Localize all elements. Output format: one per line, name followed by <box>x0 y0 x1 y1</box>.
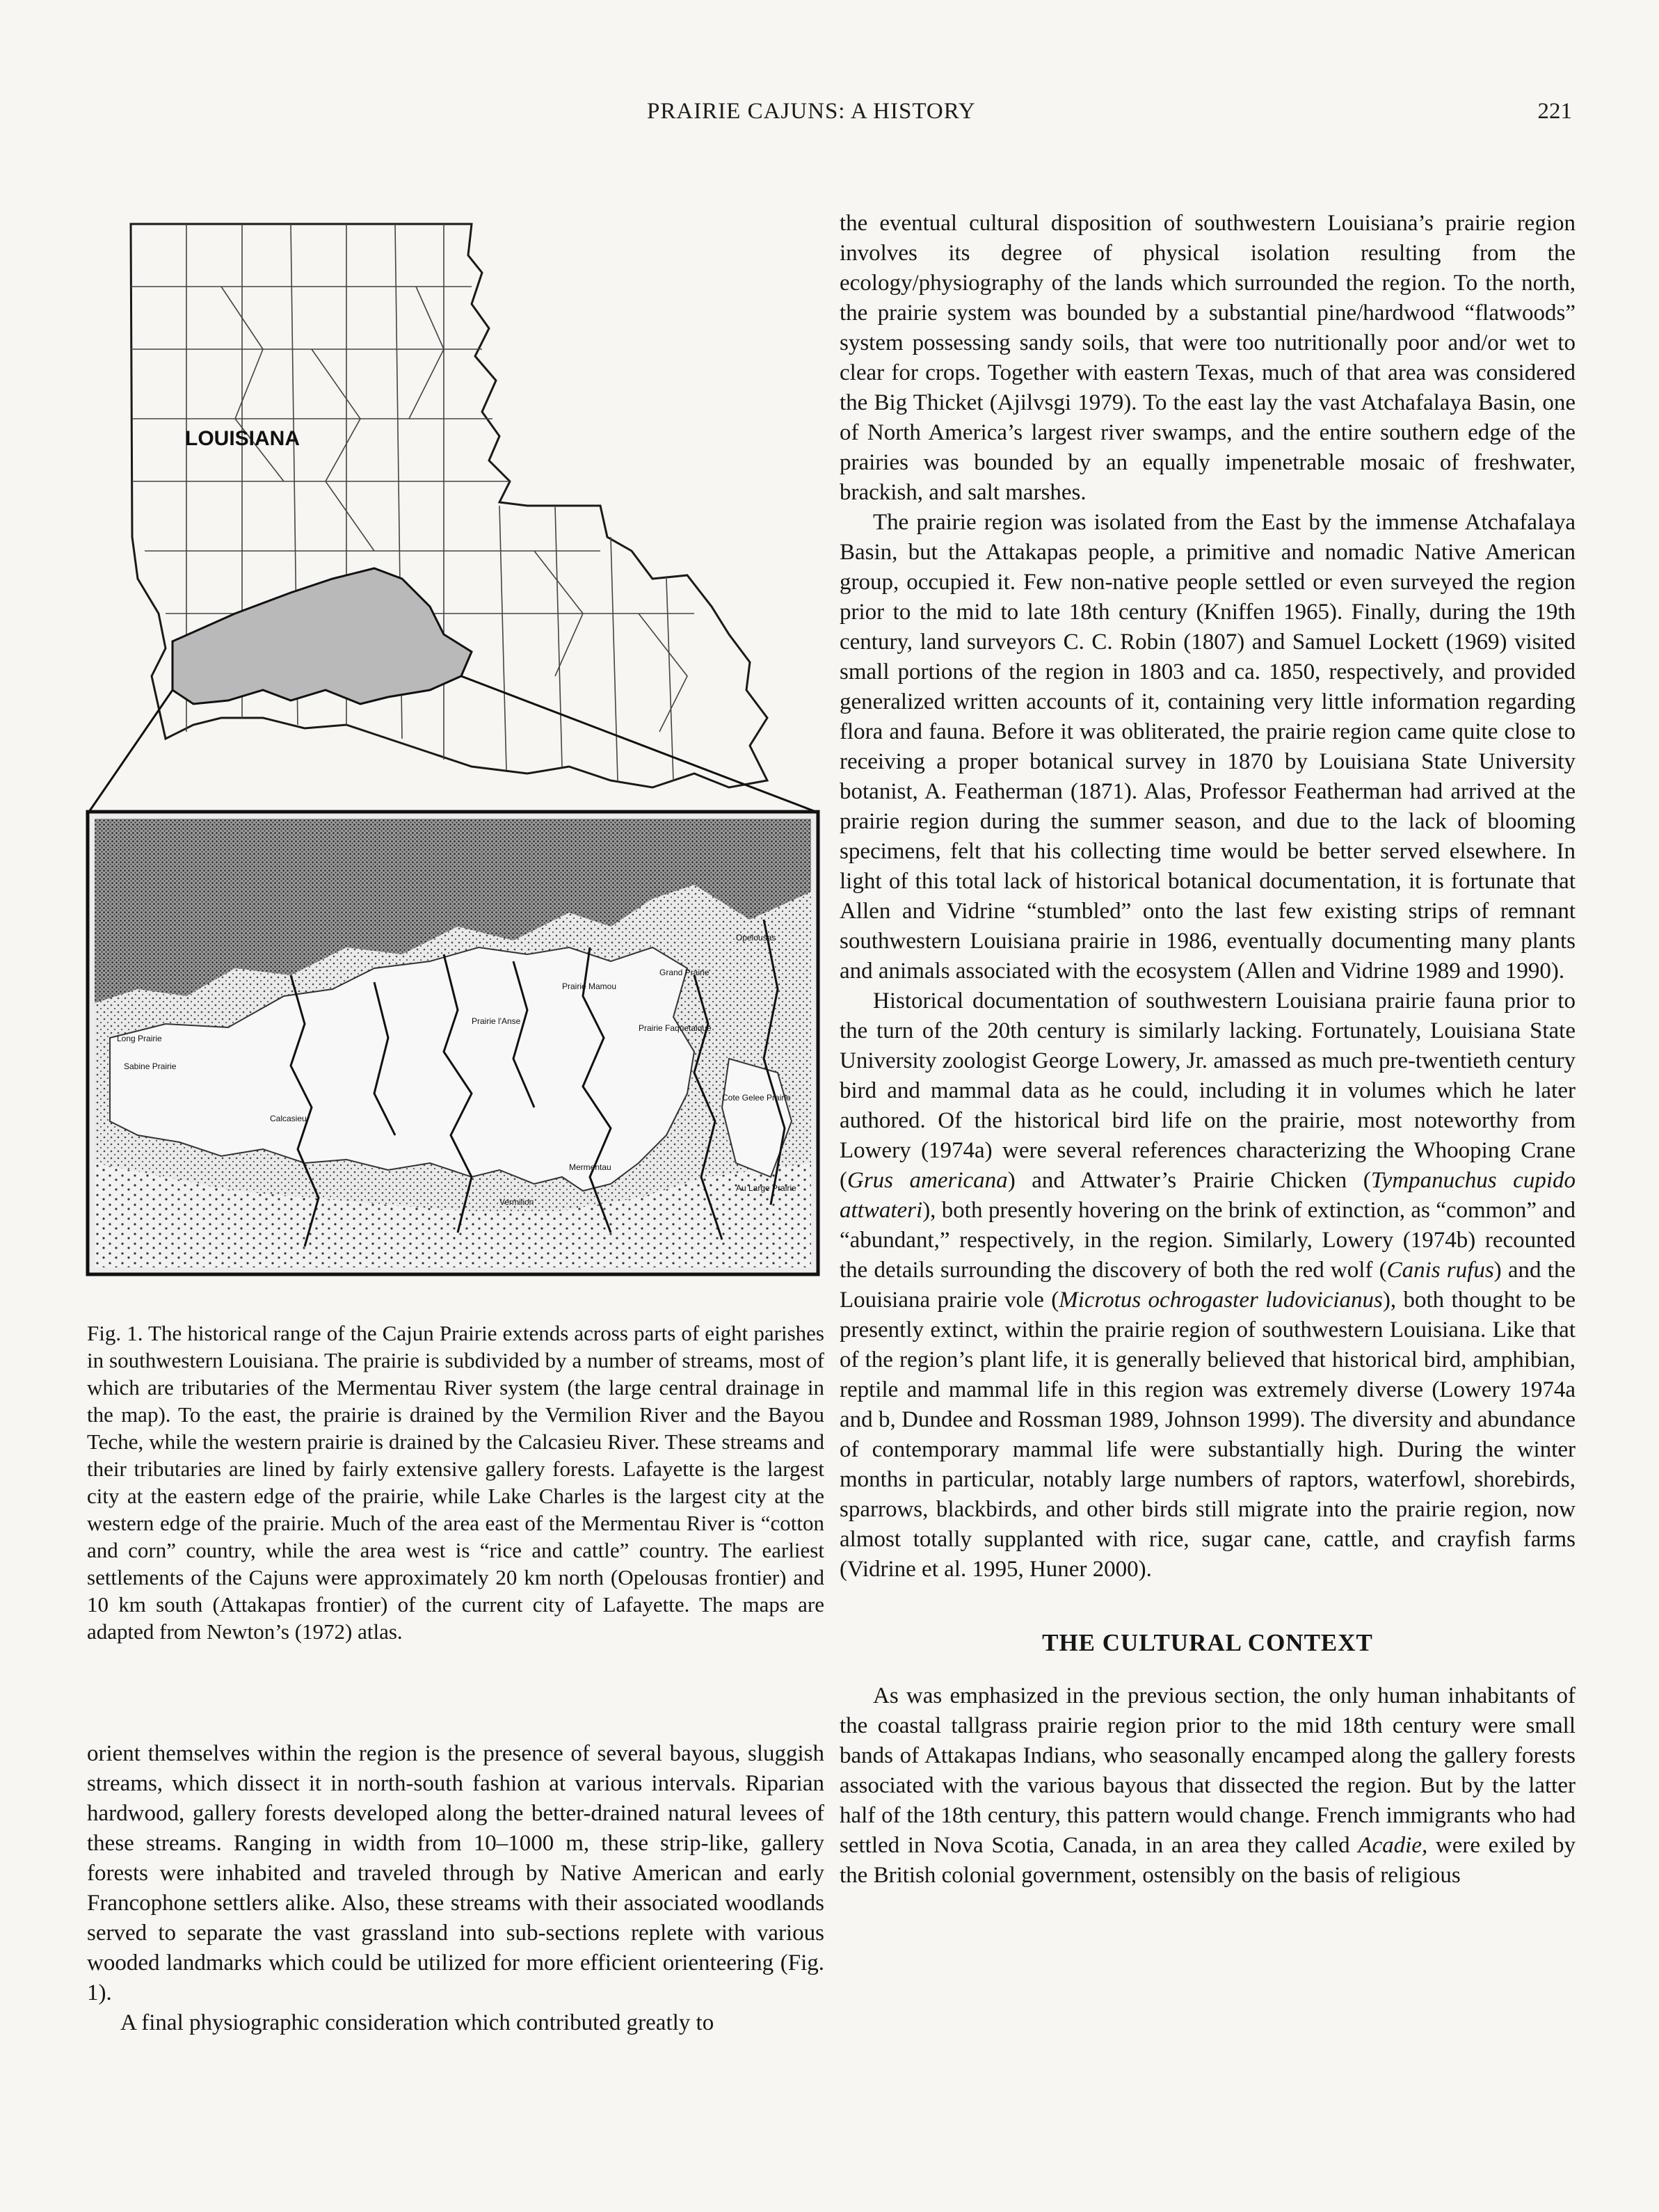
paragraph: the eventual cultural disposition of southwestern Louisiana’s prairie region involves its degree of physical isolation resulting from the ecology/physiography of the lands which surrounded the region. To the north, the prairie system was bounded by a substantial pine/hardwood “flatwoods” system possessing sandy soils, that were too nutritionally poor and/or wet to clear for crops. Together with eastern Texas, much of that area was considered the Big Thicket (Ajilvsgi 1979). To the east lay the vast Atchafalaya Basin, one of North America’s largest river swamps, and the entire southern edge of the prairies was bounded by an equally impenetrable mosaic of freshwater, brackish, and salt marshes. <box>840 211 1576 505</box>
text-run: As was emphasized in the previous section, the only human inhabitants of the coastal tallgrass prairie region prior to the mid 18th century were small bands of Attakapas Indians, who seasonally encamped along the gallery forests associated with the various bayous that dissected the region. But by the latter half of the 18th century, this pattern would change. French immigrants who had settled in Nova Scotia, Canada, in an area they called <box>840 1683 1576 1858</box>
paragraph: A final physiographic consideration which contributed greatly to <box>120 2010 714 2035</box>
paragraph <box>840 986 1576 1585</box>
page-number: 221 <box>1537 99 1572 124</box>
running-head: PRAIRIE CAJUNS: A HISTORY <box>647 99 976 124</box>
inset-label: Vermilion <box>499 1197 534 1207</box>
inset-label: Au Large Prairie <box>736 1183 796 1193</box>
left-column-text <box>87 1739 824 2038</box>
species-name: Canis rufus <box>1386 1258 1494 1283</box>
paragraph: The prairie region was isolated from the East by the immense Atchafalaya Basin, but the Attakapas people, a primitive and nomadic Native American group, occupied it. Few non-native people settled or even surveyed the region prior to the mid to late 18th century (Kniffen 1965). Finally, during the 19th century, land surveyors C. C. Robin (1807) and Samuel Lockett (1969) visited small portions of the region in 1803 and ca. 1850, respectively, and provided generalized written accounts of it, containing very little information regarding flora and fauna. Before it was obliterated, the prairie region came quite close to receiving a proper botanical survey in 1870 by Louisiana State University botanist, A. Featherman (1871). Alas, Professor Featherman had arrived at the prairie region during the summer season, and due to the lack of blooming specimens, felt that his collecting time would be better served elsewhere. In light of this total lack of historical botanical documentation, it is fortunate that Allen and Vidrine “stumbled” onto the last few existing strips of remnant southwestern Louisiana prairie in 1986, eventually documenting many plants and animals associated with the ecosystem (Allen and Vidrine 1989 and 1990). <box>840 510 1576 984</box>
inset-label: Sabine Prairie <box>124 1061 177 1071</box>
section-heading: THE CULTURAL CONTEXT <box>1042 1629 1373 1656</box>
text-run: Historical documentation of southwestern Louisiana prairie fauna prior to the turn of the 20th century is similarly lacking. Fortunately, Louisiana State University zoologist George Lowery, Jr. amassed as much pre-twentieth century bird and mammal data as he could, including it in volumes which he later authored. Of the historical bird life on the prairie, most noteworthy from Lowery (1974a) were several references characterizing the Whooping Crane ( <box>840 988 1576 1193</box>
inset-map <box>88 812 818 1274</box>
inset-label: Opelousas <box>736 933 776 943</box>
cajun-prairie-region <box>173 568 472 704</box>
inset-label: Prairie l'Anse <box>472 1016 521 1026</box>
text-run: were exiled by the British colonial government, ostensibly on the basis of religious <box>840 1833 1576 1888</box>
paragraph <box>840 1681 1576 1891</box>
paragraph: orient themselves within the region is the presence of several bayous, sluggish streams, which dissect it in north-south fashion at various intervals. Riparian hardwood, gallery forests developed along the better-drained natural levees of these streams. Ranging in width from 10–1000 m, these strip-like, gallery forests were inhabited and traveled through by Native American and early Francophone settlers alike. Also, these streams with their associated woodlands served to separate the vast grassland into sub-sections replete with various wooded landmarks which could be utilized for more efficient orienteering (Fig. 1). <box>87 1741 824 2005</box>
inset-label: Prairie Mamou <box>562 981 617 991</box>
species-name: Microtus ochrogaster ludovicianus <box>1059 1288 1383 1313</box>
inset-label: Grand Prairie <box>659 968 710 977</box>
inset-label: Cote Gelee Prairie <box>722 1093 791 1103</box>
species-name: Grus americana <box>847 1168 1008 1193</box>
inset-label: Long Prairie <box>117 1034 162 1043</box>
text-run: ), both presently hovering on the brink of extinction, as “common” and “abundant,” respectively, in the region. Similarly, Lowery (1974b) recounted the details surrounding the discovery of both the red wolf ( <box>840 1198 1576 1283</box>
figure-caption: Fig. 1. The historical range of the Cajun Prairie extends across parts of eight parishes in southwestern Louisiana. The prairie is subdivided by a number of streams, most of which are tributaries of the Mermentau River system (the large central drainage in the map). To the east, the prairie is drained by the Vermilion River and the Bayou Teche, while the western prairie is drained by the Calcasieu River. These streams and their tributaries are lined by fairly extensive gallery forests. Lafayette is the largest city at the eastern edge of the prairie, while Lake Charles is the largest city at the western edge of the prairie. Much of the area east of the Mermentau River is “cotton and corn” country, while the area west is “rice and cattle” country. The earliest settlements of the Cajuns were approximately 20 km north (Opelousas frontier) and 10 km south (Attakapas frontier) of the current city of Lafayette. The maps are adapted from Newton’s (1972) atlas. <box>87 1321 824 1644</box>
text-run: ), both thought to be presently extinct, within the prairie region of southwestern Louisiana. Like that of the region’s plant life, it is generally believed that historical bird, amphibian, reptile and mammal life in this region was extremely diverse (Lowery 1974a and b, Dundee and Rossman 1989, Johnson 1999). The diversity and abundance of contemporary mammal life were substantially high. During the winter months in particular, notably large numbers of raptors, waterfowl, shorebirds, sparrows, blackbirds, and other birds still migrate into the prairie region, now almost totally supplanted with rice, sugar cane, cattle, and crayfish farms (Vidrine et al. 1995, Huner 2000). <box>840 1288 1576 1582</box>
figure-louisiana-map <box>82 189 828 1302</box>
right-column-text <box>840 209 1576 1891</box>
louisiana-state-outline <box>131 224 767 787</box>
place-name: Acadie, <box>1358 1833 1428 1858</box>
inset-label: Calcasieu <box>270 1114 307 1123</box>
text-run: ) and Attwater’s Prairie Chicken ( <box>1007 1168 1371 1193</box>
text-run: ) and the Louisiana prairie vole ( <box>840 1258 1576 1313</box>
inset-label: Prairie Faquetaique <box>639 1023 712 1033</box>
inset-label: Mermentau <box>569 1162 611 1172</box>
species-name: Tympanuchus cupido attwateri <box>840 1168 1576 1223</box>
state-label: LOUISIANA <box>185 427 300 450</box>
